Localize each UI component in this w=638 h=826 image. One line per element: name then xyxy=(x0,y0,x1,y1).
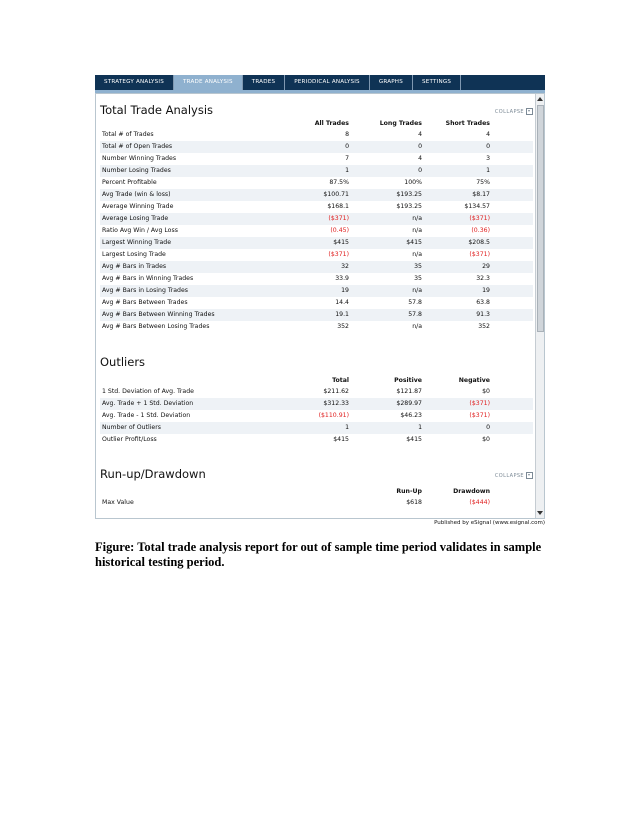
table-row xyxy=(100,249,533,261)
cell-value: 352 xyxy=(478,323,490,330)
runup-collapse-button[interactable] xyxy=(495,472,533,479)
cell-value: 19.1 xyxy=(335,311,349,318)
row-label: Avg # Bars in Losing Trades xyxy=(102,287,188,294)
cell-value: $168.1 xyxy=(327,203,349,210)
cell-value: 32.3 xyxy=(476,275,490,282)
column-header: Run-Up xyxy=(396,488,422,495)
cell-value: $415 xyxy=(333,239,349,246)
cell-value: $415 xyxy=(406,436,422,443)
cell-value: $0 xyxy=(482,388,490,395)
runup-table-header xyxy=(100,486,533,497)
table-row xyxy=(100,141,533,153)
cell-value: 32 xyxy=(341,263,349,270)
table-row xyxy=(100,422,533,434)
table-row xyxy=(100,321,533,333)
tab-settings[interactable]: SETTINGS xyxy=(413,75,461,90)
column-header: Total xyxy=(332,377,349,384)
cell-value: 0 xyxy=(486,143,490,150)
cell-value: 100% xyxy=(404,179,422,186)
row-label: Average Losing Trade xyxy=(102,215,169,222)
outliers-table-header xyxy=(100,375,533,386)
tab-trades[interactable]: TRADES xyxy=(243,75,286,90)
column-header: Short Trades xyxy=(445,120,490,127)
collapse-icon xyxy=(526,108,533,115)
row-label: Number Losing Trades xyxy=(102,167,171,174)
figure-caption: Figure: Total trade analysis report for out of sample time period validates in sample historical testing period. xyxy=(95,540,542,569)
row-label: Total # of Open Trades xyxy=(102,143,173,150)
vertical-scrollbar[interactable] xyxy=(535,94,544,518)
cell-value: 0 xyxy=(486,424,490,431)
cell-value: $0 xyxy=(482,436,490,443)
cell-value: 75% xyxy=(476,179,490,186)
tab-trade-analysis[interactable]: TRADE ANALYSIS xyxy=(174,75,243,90)
tab-strategy-analysis[interactable]: STRATEGY ANALYSIS xyxy=(95,75,174,90)
cell-value: $312.33 xyxy=(323,400,349,407)
cell-value: $8.17 xyxy=(472,191,490,198)
cell-value: 3 xyxy=(486,155,490,162)
scroll-thumb[interactable] xyxy=(537,105,544,332)
tab-periodical-analysis[interactable]: PERIODICAL ANALYSIS xyxy=(285,75,370,90)
cell-value: 35 xyxy=(414,263,422,270)
cell-value: n/a xyxy=(412,251,422,258)
report-content xyxy=(100,94,533,509)
cell-value: $415 xyxy=(406,239,422,246)
table-row xyxy=(100,309,533,321)
cell-value: 14.4 xyxy=(335,299,349,306)
table-row xyxy=(100,297,533,309)
table-row xyxy=(100,153,533,165)
cell-value: n/a xyxy=(412,323,422,330)
outliers-section-header xyxy=(100,333,533,375)
collapse-icon xyxy=(526,472,533,479)
cell-value: 19 xyxy=(482,287,490,294)
row-label: Avg. Trade - 1 Std. Deviation xyxy=(102,412,191,419)
total-section-header xyxy=(100,94,533,118)
cell-value: 7 xyxy=(345,155,349,162)
cell-value: ($371) xyxy=(469,215,490,222)
cell-value: 4 xyxy=(486,131,490,138)
table-row xyxy=(100,261,533,273)
outliers-table-body xyxy=(100,386,533,446)
table-row xyxy=(100,410,533,422)
cell-value: $618 xyxy=(406,499,422,506)
column-header xyxy=(100,486,297,497)
row-label: 1 Std. Deviation of Avg. Trade xyxy=(102,388,194,395)
row-label: Avg. Trade + 1 Std. Deviation xyxy=(102,400,194,407)
cell-value: n/a xyxy=(412,287,422,294)
cell-value: 1 xyxy=(345,167,349,174)
cell-value: 4 xyxy=(418,131,422,138)
scroll-up-arrow-icon[interactable] xyxy=(537,97,543,101)
cell-value: 0 xyxy=(418,167,422,174)
cell-value: n/a xyxy=(412,227,422,234)
row-label: Avg # Bars Between Losing Trades xyxy=(102,323,210,330)
cell-value: $211.62 xyxy=(323,388,349,395)
row-label: Avg # Bars in Winning Trades xyxy=(102,275,194,282)
cell-value: $208.5 xyxy=(468,239,490,246)
row-label: Avg # Bars in Trades xyxy=(102,263,167,270)
cell-value: ($110.91) xyxy=(318,412,349,419)
total-section-title: Total Trade Analysis xyxy=(100,103,214,117)
column-header xyxy=(100,118,297,129)
cell-value: (0.36) xyxy=(471,227,490,234)
tab-bar xyxy=(95,75,545,90)
total-collapse-button[interactable] xyxy=(495,108,533,115)
cell-value: 19 xyxy=(341,287,349,294)
row-label: Percent Profitable xyxy=(102,179,157,186)
row-label: Largest Winning Trade xyxy=(102,239,172,246)
row-label: Number Winning Trades xyxy=(102,155,177,162)
table-row xyxy=(100,398,533,410)
cell-value: 29 xyxy=(482,263,490,270)
cell-value: $289.97 xyxy=(396,400,422,407)
report-window xyxy=(95,75,545,524)
row-label: Average Winning Trade xyxy=(102,203,174,210)
row-label: Avg Trade (win & loss) xyxy=(102,191,171,198)
cell-value: $46.23 xyxy=(400,412,422,419)
cell-value: $193.25 xyxy=(396,191,422,198)
row-label: Number of Outliers xyxy=(102,424,161,431)
tab-graphs[interactable]: GRAPHS xyxy=(370,75,413,90)
collapse-label: COLLAPSE xyxy=(494,109,524,115)
row-label: Max Value xyxy=(102,499,134,506)
cell-value: 35 xyxy=(414,275,422,282)
cell-value: ($371) xyxy=(469,251,490,258)
column-header: All Trades xyxy=(314,120,349,127)
table-row xyxy=(100,177,533,189)
column-header: Negative xyxy=(458,377,490,384)
cell-value: 57.8 xyxy=(408,299,422,306)
cell-value: 1 xyxy=(345,424,349,431)
row-label: Avg # Bars Between Winning Trades xyxy=(102,311,215,318)
report-panel xyxy=(95,93,545,519)
row-label: Outlier Profit/Loss xyxy=(102,436,157,443)
cell-value: 1 xyxy=(418,424,422,431)
row-label: Total # of Trades xyxy=(102,131,154,138)
cell-value: $415 xyxy=(333,436,349,443)
runup-table-body xyxy=(100,497,533,509)
collapse-label: COLLAPSE xyxy=(494,473,524,479)
cell-value: $134.57 xyxy=(464,203,490,210)
cell-value xyxy=(297,497,349,509)
cell-value: 63.8 xyxy=(476,299,490,306)
cell-value: 8 xyxy=(345,131,349,138)
table-row xyxy=(100,497,533,509)
table-row xyxy=(100,165,533,177)
row-label: Ratio Avg Win / Avg Loss xyxy=(102,227,178,234)
cell-value: ($371) xyxy=(469,412,490,419)
outliers-section-title: Outliers xyxy=(100,355,146,369)
cell-value: ($444) xyxy=(469,499,490,506)
table-row xyxy=(100,201,533,213)
cell-value: $100.71 xyxy=(323,191,349,198)
cell-value: 4 xyxy=(418,155,422,162)
table-row xyxy=(100,225,533,237)
row-label: Avg # Bars Between Trades xyxy=(102,299,188,306)
table-row xyxy=(100,129,533,141)
cell-value: 0 xyxy=(418,143,422,150)
column-header xyxy=(297,486,349,497)
total-table-header xyxy=(100,118,533,129)
runup-section-header xyxy=(100,446,533,486)
cell-value: 352 xyxy=(337,323,349,330)
cell-value: (0.45) xyxy=(330,227,349,234)
table-row xyxy=(100,285,533,297)
total-table-body xyxy=(100,129,533,333)
cell-value: 0 xyxy=(345,143,349,150)
cell-value: n/a xyxy=(412,215,422,222)
cell-value: $121.87 xyxy=(396,388,422,395)
table-row xyxy=(100,237,533,249)
row-label: Largest Losing Trade xyxy=(102,251,166,258)
table-row xyxy=(100,189,533,201)
cell-value: 91.3 xyxy=(476,311,490,318)
cell-value: 57.8 xyxy=(408,311,422,318)
column-header: Long Trades xyxy=(379,120,422,127)
cell-value: ($371) xyxy=(328,251,349,258)
cell-value: 1 xyxy=(486,167,490,174)
publisher-credit: Published by eSignal (www.esignal.com) xyxy=(434,520,545,526)
runup-section-title: Run-up/Drawdown xyxy=(100,467,206,481)
cell-value: $193.25 xyxy=(396,203,422,210)
table-row xyxy=(100,434,533,446)
column-header xyxy=(100,375,297,386)
table-row xyxy=(100,213,533,225)
cell-value: 33.9 xyxy=(335,275,349,282)
column-header: Positive xyxy=(394,377,422,384)
cell-value: ($371) xyxy=(469,400,490,407)
table-row xyxy=(100,273,533,285)
table-row xyxy=(100,386,533,398)
cell-value: ($371) xyxy=(328,215,349,222)
cell-value: 87.5% xyxy=(329,179,349,186)
column-header: Drawdown xyxy=(453,488,490,495)
scroll-down-arrow-icon[interactable] xyxy=(537,511,543,515)
